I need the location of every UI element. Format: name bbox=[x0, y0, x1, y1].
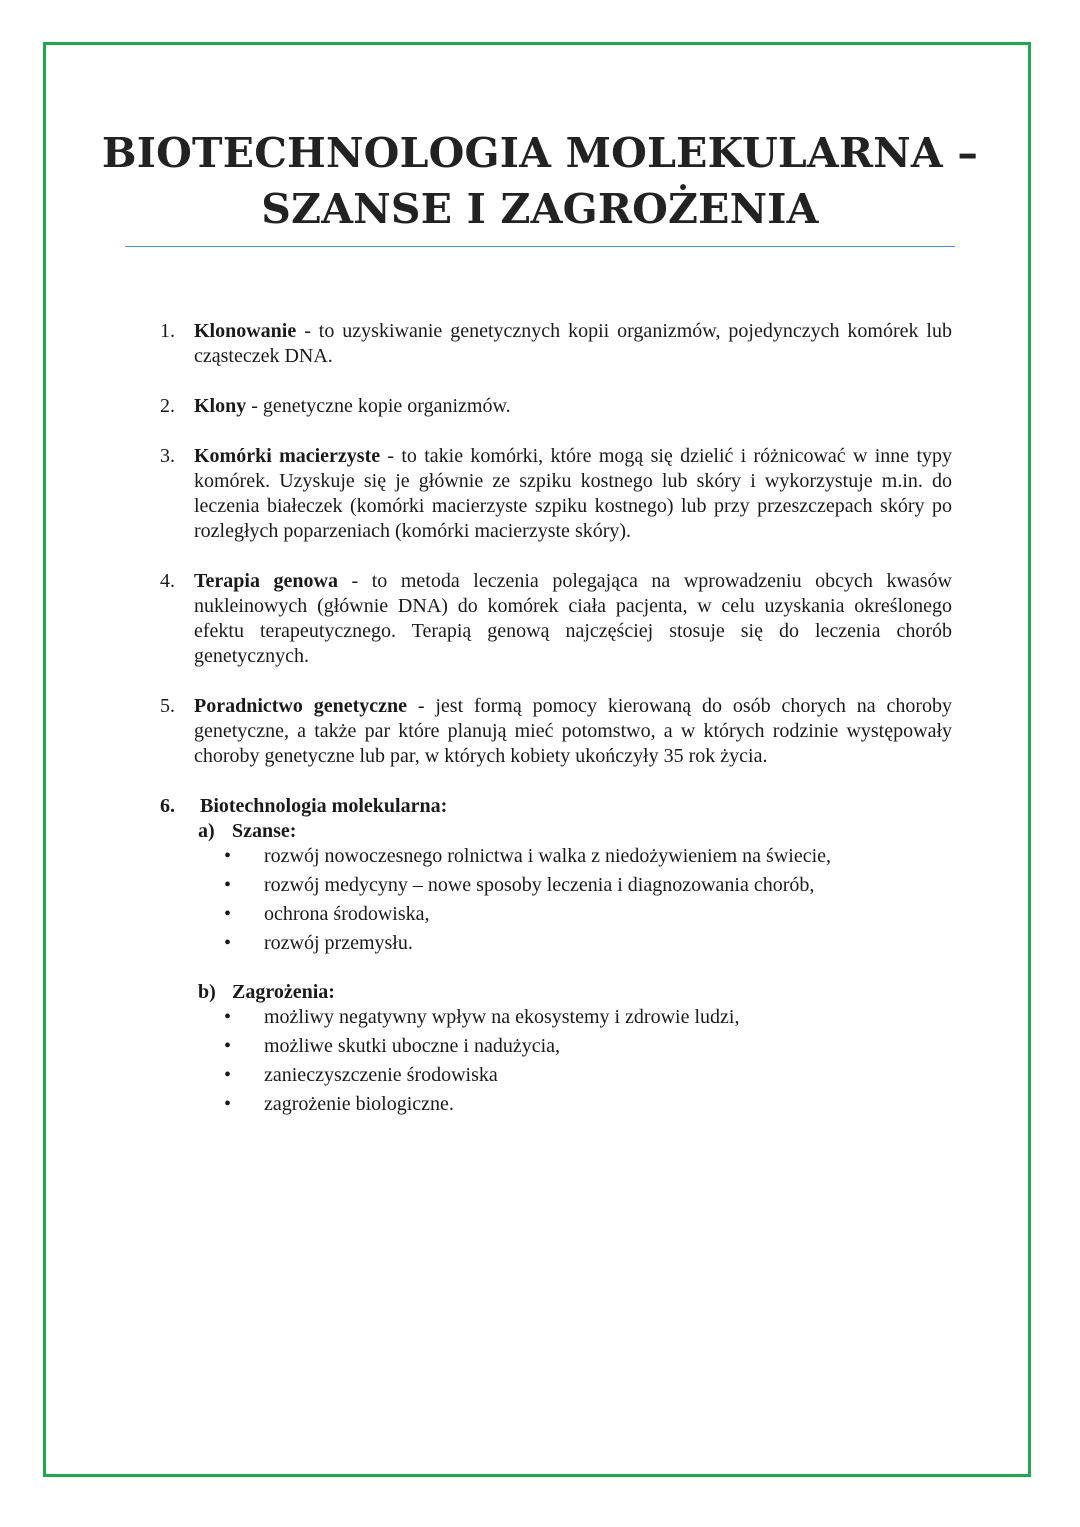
item-number: 1. bbox=[160, 320, 175, 342]
item-heading: Biotechnologia molekularna: bbox=[200, 795, 448, 817]
title-line-2: SZANSE I ZAGROŻENIA bbox=[261, 185, 819, 233]
list-item-terapia-genowa bbox=[160, 569, 952, 669]
item-text: - to uzyskiwanie genetycznych kopii organizmów, pojedynczych komórek lub cząsteczek DNA. bbox=[194, 320, 952, 367]
bullet-icon: • bbox=[224, 845, 232, 867]
item-text: - jest formą pomocy kierowaną do osób chorych na choroby genetyczne, a także par które planują mieć potomstwo, a w których rodzinie występowały choroby genetyczne lub par, w których kobiety ukończyły 35 rok życia. bbox=[194, 695, 952, 767]
title-divider bbox=[125, 246, 955, 247]
bullet-icon: • bbox=[224, 1006, 232, 1028]
item-number: 6. bbox=[160, 795, 175, 817]
threats-list bbox=[160, 1005, 952, 1121]
item-number: 3. bbox=[160, 445, 175, 467]
subsection-letter: b) bbox=[198, 981, 216, 1003]
bullet-icon: • bbox=[224, 903, 232, 925]
list-item bbox=[160, 873, 952, 902]
item-term: Klonowanie bbox=[194, 320, 297, 342]
bullet-text: rozwój nowoczesnego rolnictwa i walka z niedożywieniem na świecie, bbox=[264, 845, 832, 867]
list-item-komorki-macierzyste bbox=[160, 444, 952, 544]
subsection-label: Zagrożenia: bbox=[232, 981, 335, 1003]
subsection-letter: a) bbox=[198, 820, 215, 842]
item-number: 4. bbox=[160, 570, 175, 592]
chances-list bbox=[160, 844, 952, 960]
bullet-text: rozwój medycyny – nowe sposoby leczenia i diagnozowania chorób, bbox=[264, 874, 815, 896]
bullet-text: możliwy negatywny wpływ na ekosystemy i zdrowie ludzi, bbox=[264, 1006, 740, 1028]
list-item bbox=[160, 1034, 952, 1063]
page-title bbox=[0, 125, 1080, 237]
item-text: - to takie komórki, które mogą się dzielić i różnicować w inne typy komórek. Uzyskuje się je głównie ze szpiku kostnego lub skóry i wykorzystuje m.in. do leczenia białeczek (komórki macierzyste szpiku kostnego) lub przy przeszczepach skóry po rozległych poparzeniach (komórki macierzyste skóry). bbox=[194, 445, 953, 542]
bullet-icon: • bbox=[224, 1064, 232, 1086]
bullet-icon: • bbox=[224, 932, 232, 954]
bullet-text: ochrona środowiska, bbox=[264, 903, 430, 925]
title-line-1: BIOTECHNOLOGIA MOLEKULARNA – bbox=[101, 129, 979, 177]
list-item bbox=[160, 931, 952, 960]
item-number: 5. bbox=[160, 695, 175, 717]
list-item bbox=[160, 1092, 952, 1121]
list-item-klonowanie bbox=[160, 319, 952, 369]
bullet-text: zagrożenie biologiczne. bbox=[264, 1093, 454, 1115]
bullet-icon: • bbox=[224, 1093, 232, 1115]
item-term: Poradnictwo genetyczne bbox=[194, 695, 408, 717]
bullet-text: rozwój przemysłu. bbox=[264, 932, 413, 954]
bullet-text: możliwe skutki uboczne i nadużycia, bbox=[264, 1035, 561, 1057]
item-text: - to metoda leczenia polegająca na wprowadzeniu obcych kwasów nukleinowych (głównie DNA) do komórek ciała pacjenta, w celu uzyskania określonego efektu terapeutycznego. Terapią genową najczęściej stosuje się do leczenia chorób genetycznych. bbox=[194, 570, 952, 667]
item-term: Klony bbox=[194, 395, 247, 417]
bullet-icon: • bbox=[224, 1035, 232, 1057]
subsection-chances-heading bbox=[160, 819, 952, 844]
list-item bbox=[160, 1005, 952, 1034]
item-term: Terapia genowa bbox=[194, 570, 338, 592]
bullet-icon: • bbox=[224, 874, 232, 896]
bullet-text: zanieczyszczenie środowiska bbox=[264, 1064, 498, 1086]
subsection-threats-heading bbox=[160, 980, 952, 1005]
list-item-biotechnologia bbox=[160, 794, 952, 819]
item-term: Komórki macierzyste bbox=[194, 445, 381, 467]
item-text: - genetyczne kopie organizmów. bbox=[246, 395, 511, 417]
list-item-poradnictwo-genetyczne bbox=[160, 694, 952, 769]
list-item bbox=[160, 1063, 952, 1092]
list-item bbox=[160, 902, 952, 931]
subsection-label: Szanse: bbox=[232, 820, 297, 842]
item-number: 2. bbox=[160, 395, 175, 417]
list-item bbox=[160, 844, 952, 873]
document-body bbox=[160, 319, 952, 1121]
list-item-klony bbox=[160, 394, 952, 419]
